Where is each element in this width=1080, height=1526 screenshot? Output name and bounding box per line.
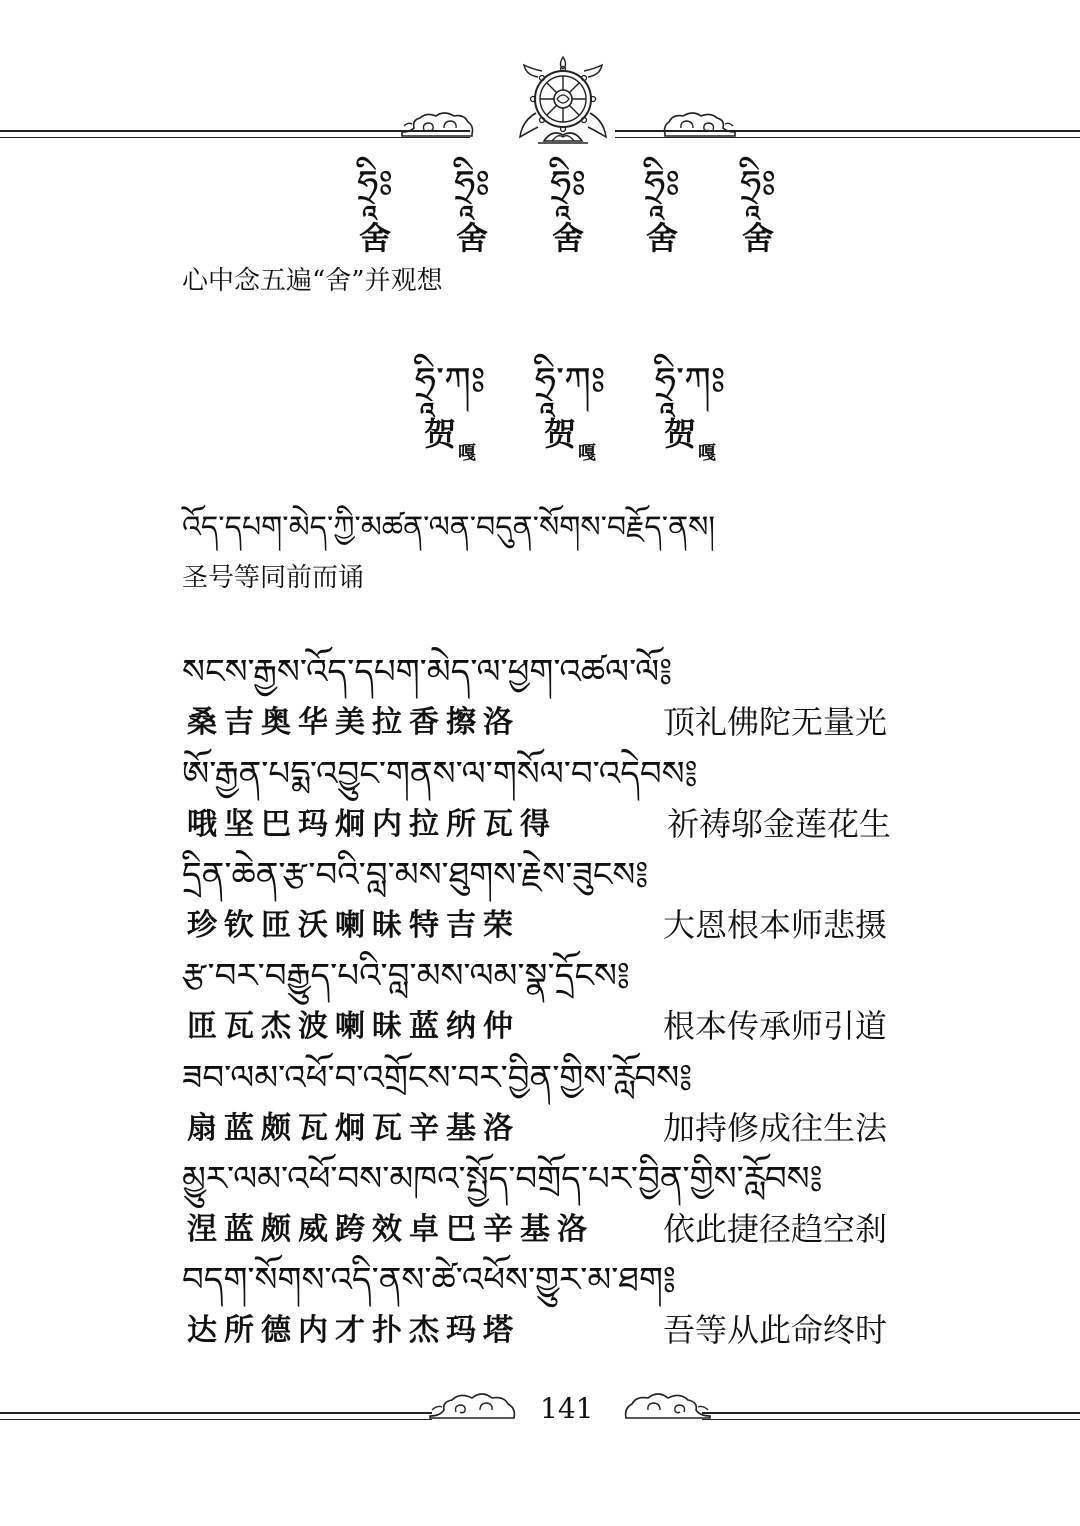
hri-chinese: 舍 xyxy=(551,219,584,257)
hri-chinese: 舍 xyxy=(358,219,391,257)
hrika-chinese xyxy=(645,415,735,464)
page-number: 141 xyxy=(540,1392,594,1425)
hrika-chinese-main: 贺 xyxy=(423,415,456,453)
verse-translation: 加持修成往生法 xyxy=(663,1109,888,1147)
recitation-tibetan: འོད་དཔག་མེད་ཀྱི་མཚན་ལན་བདུན་སོགས་བརྗོད་ནས། xyxy=(182,510,716,545)
hrika-chinese-sub: 嘎 xyxy=(458,443,476,464)
verse-phonetic: 珍钦匝沃喇昧特吉荣 xyxy=(187,908,520,943)
verse-phonetic: 桑吉奥华美拉香擦洛 xyxy=(187,705,520,740)
hrika-tibetan: ཧྲཱི་ཀཿ xyxy=(654,359,726,403)
verse-tibetan: ཟབ་ལམ་འཕོ་བ་འགྲོངས་བར་བྱིན་གྱིས་རློབས༔ xyxy=(182,1058,693,1098)
verse-tibetan: མྱུར་ལམ་འཕོ་བས་མཁའ་སྤྱོད་བགྲོད་པར་བྱིན་གྱིས་རློབས༔ xyxy=(182,1159,823,1199)
verse-translation: 大恩根本师悲摄 xyxy=(663,906,888,944)
hri-tibetan: ཧྲཱིཿ xyxy=(357,162,393,206)
cloud-icon xyxy=(662,108,737,142)
hri-tibetan: ཧྲཱིཿ xyxy=(740,162,776,206)
footer-rule-right-thin xyxy=(702,1419,1080,1420)
verse-phonetic: 涅蓝颇威跨效卓巴辛基洛 xyxy=(187,1212,594,1247)
verse-tibetan: དྲིན་ཆེན་རྩ་བའི་བླ་མས་ཐུགས་རྗེས་ཟུངས༔ xyxy=(182,855,649,895)
hrika-tibetan: ཧྲཱི་ཀཿ xyxy=(534,359,606,403)
hri-instruction: 心中念五遍“舍”并观想 xyxy=(182,266,443,296)
dharma-wheel-icon xyxy=(508,55,618,155)
verse-translation: 依此捷径趋空刹 xyxy=(663,1210,888,1248)
hri-tibetan: ཧྲཱིཿ xyxy=(454,162,490,206)
hrika-chinese-sub: 嘎 xyxy=(698,443,716,464)
hri-chinese: 舍 xyxy=(455,219,488,257)
hrika-chinese-main: 贺 xyxy=(543,415,576,453)
footer-rule-left-thin xyxy=(0,1419,432,1420)
hri-tibetan: ཧྲཱིཿ xyxy=(644,162,680,206)
verse-translation: 祈祷邬金莲花生 xyxy=(667,805,892,843)
verse-tibetan: ཨོ་རྒྱན་པདྨ་འབྱུང་གནས་ལ་གསོལ་བ་འདེབས༔ xyxy=(182,754,698,794)
hri-chinese: 舍 xyxy=(645,219,678,257)
footer-rule-left xyxy=(0,1412,432,1414)
hrika-chinese-sub: 嘎 xyxy=(578,443,596,464)
verse-phonetic: 哦坚巴玛炯内拉所瓦得 xyxy=(187,807,557,842)
verse-phonetic: 达所德内才扑杰玛塔 xyxy=(187,1313,520,1348)
cloud-icon xyxy=(400,108,475,142)
verse-phonetic: 匝瓦杰波喇昧蓝纳仲 xyxy=(187,1009,520,1044)
footer-rule-right xyxy=(702,1412,1080,1414)
verse-translation: 根本传承师引道 xyxy=(663,1007,888,1045)
hrika-chinese xyxy=(405,415,495,464)
verse-tibetan: སངས་རྒྱས་འོད་དཔག་མེད་ལ་ཕྱག་འཚལ་ལོ༔ xyxy=(182,652,673,692)
verse-translation: 顶礼佛陀无量光 xyxy=(663,703,888,741)
verse-tibetan: རྩ་བར་བརྒྱུད་པའི་བླ་མས་ལམ་སྣ་དྲོངས༔ xyxy=(182,956,630,996)
cloud-icon xyxy=(428,1388,518,1424)
hrika-chinese xyxy=(525,415,615,464)
recitation-chinese: 圣号等同前而诵 xyxy=(182,563,365,593)
hri-chinese: 舍 xyxy=(741,219,774,257)
verse-phonetic: 扇蓝颇瓦炯瓦辛基洛 xyxy=(187,1111,520,1146)
hri-tibetan: ཧྲཱིཿ xyxy=(550,162,586,206)
hrika-chinese-main: 贺 xyxy=(663,415,696,453)
verse-translation: 吾等从此命终时 xyxy=(663,1311,888,1349)
verse-tibetan: བདག་སོགས་འདི་ནས་ཚེ་འཕོས་གྱུར་མ་ཐག༔ xyxy=(182,1260,676,1300)
cloud-icon xyxy=(622,1388,712,1424)
hrika-tibetan: ཧྲཱི་ཀཿ xyxy=(414,359,486,403)
